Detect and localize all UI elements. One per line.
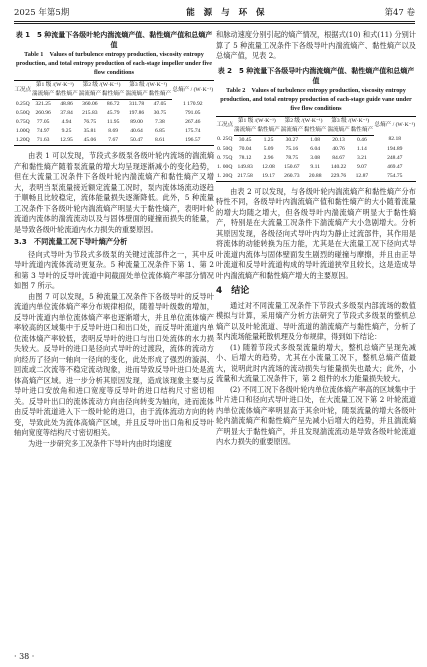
table-cell: 1.25 [263,136,274,143]
table1-stage-2: 第2 级 /(W·K⁻¹) [78,81,125,91]
left-paragraph-3: 由图 7 可以发现，5 种流量工况条件下各级导叶的反导叶流道内单位流体熵产率分布规律相似，随着导叶级数的增加，反导叶流道内单位流体熵产率也逐渐增大，并且单位流体熵产率较高的区域集中于反导叶进口和出口处，而反导叶流道内单位流体熵产率较低，表明反导叶的进口与出口处流体的水力损失较大。反导叶的进口是径向式导叶的过渡段，流体的流动方向经历了径向一轴向一径向的变化，此处形成了强烈的漩涡、回流或二次流等不稳定流动现象，进而导致反导叶进口处是流体高熵产区域。进一步分析其原因发现，造成该现象主要与反导叶进口安放角和进口宽度等反导叶的进口结构尺寸密切相关。反导叶出口的流体流动方向由径向转变为轴向，进而流体由反导叶流道进入下一级叶轮的进口，由于流体流动方向的转变，导致此处为流体高熵产区域，并且反导叶出口角和反导叶轴向宽度等结构尺寸密切相关。 [14,291,214,437]
table1-sub-turb: 湍流熵产 [32,90,55,100]
table-cell: 149.83 [237,163,253,170]
table-row [14,100,214,110]
left-paragraph-2: 径向式导叶为节段式多级泵的关键过流部件之一，其中反导叶流道内流体流动更复杂。5 种流量工况条件下第 1、第 2 和第 3 导叶的反导叶流道中间截面处单位流体熵产率部分情况如图 7 所示。 [14,249,214,290]
table2-caption-en: Table 2 Values of turbulence entropy production, viscosity entropy production, and total entropy production of each-stage guide vane under five flow conditions [220,86,412,112]
table-cell: 71.63 [32,136,55,146]
table2-caption-cn: 表 2 5 种流量下各级导叶内湍流熵产值、黏性熵产值和总熵产值 [217,66,415,85]
table2-sub-visc: 黏性熵产 [350,126,373,136]
table-cell: 40.64 [130,128,143,134]
table-cell: 86.72 [106,101,120,107]
table1-sub-turb: 湍流熵产 [125,90,148,100]
table-row [216,163,416,172]
table-cell: 4.94 [61,119,72,125]
table2-stage-2: 第2 级 /(W·K⁻¹) [280,116,327,126]
table-cell: 37.84 [60,110,73,116]
table-row [14,136,214,146]
table-cell: 30.75 [153,110,167,116]
table-cell: 1.14 [356,145,367,152]
table2-col-total: 总熵产 / (W·K⁻¹) [374,116,416,135]
right-paragraph-5: (2) 不同工况下各级叶轮内单位流体熵产率高的区域集中于叶片进口和径向式导叶进口处，在大流量工况下第 2 叶轮流道内单位流体熵产率明显高于其余叶轮，随泵流量的增大各级叶轮内湍流熵产和黏性熵产呈先减小后增大的趋势，并且湍流熵产明显大于黏性熵产，并且发现湍流流动是导致各级叶轮流道内水力损失的重要原因。 [216,384,416,446]
table2-col-condition: 工况点 [216,116,234,135]
table-row-label: 1. 20Q [216,172,234,182]
table-cell: 19.17 [257,172,280,182]
table-cell: 20.88 [304,172,327,182]
table1-col-total: 总熵产 / (W·K⁻¹) [172,81,214,100]
table1-col-condition: 工况点 [14,81,32,100]
table-row-label: 0. 75Q [217,154,233,161]
left-paragraph-1: 由表 1 可以发现，节段式多级泵各级叶轮内流场的湍流熵产和黏性熵产随着泵流量的增大均呈现逐渐减小的变化趋势，但在大流量工况条件下各级叶轮内湍流熵产和黏性熵产又增大，表明当泵流量接近额定流量工况时，泵内流体场流动逐趋于顺畅且比较稳定，流体能量损失逐渐降低。此外，5 种流量工况条件下各级叶轮内湍流熵产明显大于黏性熵产，表明叶轮流道内流体的湍流流动以及与固体壁面的碰撞而损失的能量，是导致各级叶轮流道内水力损失的重要原因。 [14,151,214,234]
table-cell: 754.75 [374,172,416,182]
journal-title: 能 源 与 环 保 [186,8,268,18]
table-cell: 40.76 [332,145,345,152]
table-row-label: 0. 50Q [217,145,233,152]
table-cell: 12.95 [55,136,78,146]
table1-sub-visc: 黏性熵产 [102,90,125,100]
table-cell: 30.45 [238,136,252,143]
header-rule [14,21,415,22]
section-4-heading: 4 结论 [216,286,250,296]
table-cell: 150.67 [284,163,300,170]
table-row [14,118,214,127]
table-cell: 78.12 [238,154,252,161]
table-row [216,154,416,163]
table-cell: 1.08 [310,136,321,143]
table-cell: 84.67 [332,154,345,161]
table-cell: 5.09 [263,145,274,152]
table-cell: 197.86 [128,110,145,116]
table-cell: 248.47 [387,154,403,161]
table-cell: 20.13 [332,136,345,143]
table1-sub-visc: 黏性熵产 [55,90,78,100]
table2-sub-turb: 湍流熵产 [234,126,257,136]
table-cell: 2.96 [263,154,274,161]
table-cell: 0.46 [356,136,367,143]
right-column [216,30,416,448]
section-3-3-heading: 3.3 不同流量工况下导叶熵产分析 [14,237,128,246]
table-cell: 50.47 [125,136,148,146]
table-row [14,109,214,118]
table-cell: 9.25 [61,128,72,134]
table-cell: 78.75 [285,154,299,161]
page-number: · 38 · [14,652,35,661]
table-cell: 217.58 [234,172,257,182]
table-cell: 6.85 [154,128,165,134]
table-cell: 30.27 [285,136,299,143]
table-cell: 260.96 [35,110,51,116]
header-rule-thin [14,23,415,24]
left-column [14,30,214,449]
table1-sub-turb: 湍流熵产 [78,90,101,100]
table-cell: 6.04 [310,145,321,152]
table-cell: 82.18 [388,136,402,143]
table-cell: 9.07 [356,163,367,170]
table-cell: 196.57 [172,136,214,146]
table1-stage-3: 第3 级 /(W·K⁻¹) [125,81,172,91]
table-cell: 175.74 [185,128,201,134]
table-cell: 311.78 [128,101,145,107]
table-row [216,135,416,145]
right-paragraph-2: 由表 2 可以发现，与各级叶轮内湍流熵产和黏性熵产分布特性不同，各级导叶内湍流熵产值和黏性熵产的大小随着流量的增大均随之增大，但各级导叶内湍流熵产明显大于黏性熵产，特别是在大流量工况条件下湍流熵产大小急剧增大。分析其原因发现，各级径向式导叶内均为静止过流部件，其作用是将流体的动能转换为压力能，尤其是在大流量工况下径向式导叶流道内流体与固体壁面发生剧烈的碰撞与摩擦，并且由正导叶流道和反导叶流道构成的导叶流道狭窄且较长，这是造成导叶内湍流熵产和黏性熵产增大的主要原因。 [216,186,416,280]
table-cell: 469.47 [387,163,403,170]
table1-body [14,100,214,146]
issue-label: 2025 年第5期 [14,8,70,18]
table1-caption-cn: 表 1 5 种流量下各级叶轮内湍流熵产值、黏性熵产值和总熵产值 [15,31,213,49]
table-cell: 3.21 [356,154,367,161]
table-cell: 12.87 [350,172,373,182]
table-cell: 9.11 [310,163,320,170]
table-row-label: 0. 25Q [217,136,233,143]
right-paragraph-1: 和脉动速度分别引起的熵产情况，根据式(10) 和式(11) 分别计算了 5 种流量工况条件下各级导叶内湍流熵产、黏性熵产以及总熵产值，见表 2。 [216,30,416,60]
table-cell: 140.22 [330,163,347,170]
table-row-label: 0.50Q [15,110,30,116]
table-cell: 194.89 [387,145,403,152]
table-cell: 45.79 [106,110,120,116]
table1-sub-visc: 黏性熵产 [148,90,171,100]
table2-sub-turb: 湍流熵产 [327,126,350,136]
table-cell: 8.61 [148,136,171,146]
table-row [216,172,416,182]
table-cell: 7.67 [102,136,125,146]
table1-caption-en: Table 1 Values of turbulence entropy production, viscosity entropy production, and total entropy production of each-stage impeller under five flow conditions [15,51,213,76]
table-cell: 74.97 [36,128,50,134]
table-cell: 1 170.92 [182,100,203,107]
table-cell: 3.08 [310,154,321,161]
table-row-label: 0.25Q [15,100,30,107]
table-cell: 89.00 [130,119,143,125]
table1-stage-1: 第1 级 /(W·K⁻¹) [32,81,79,91]
right-paragraph-3: 通过对不同流量工况条件下节段式多级泵内部流场的数值模拟与计算，采用熵产分析方法研究了节段式多级泵的整机总熵产以及叶轮流道、导叶流道的湍流熵产与黏性熵产，分析了泵内流场能量耗散机理及分布规律，得到如下结论： [216,300,416,341]
right-paragraph-4: (1) 随着节段式多级泵流量的增大，整机总熵产呈现先减小、后增大的趋势，尤其在小流量工况下，整机总熵产值最大，说明此时内流场的流动损失与能量损失也最大；此外，小流量和大流量工况条件下，第 2 组件的水力能量损失较大。 [216,342,416,383]
table-cell: 791.05 [185,110,201,116]
table2-sub-visc: 黏性熵产 [304,126,327,136]
table-cell: 70.04 [238,145,252,152]
table2-body [216,135,416,181]
table-cell: 321.25 [35,101,51,107]
running-header [14,4,415,20]
table-cell: 11.95 [107,119,120,125]
table-cell: 75.16 [285,145,299,152]
table1 [14,80,214,146]
table-cell: 35.81 [83,128,97,134]
table2-sub-visc: 黏性熵产 [257,126,280,136]
table-cell: 267.46 [185,119,201,125]
table-cell: 77.05 [36,119,50,125]
table-cell: 260.73 [280,172,303,182]
left-paragraph-4: 为进一步研究多工况条件下导叶内由时均速度 [28,438,172,448]
table-cell: 76.75 [83,119,97,125]
table-cell: 12.08 [262,163,275,170]
table2-sub-turb: 湍流熵产 [280,126,303,136]
table-cell: 47.05 [153,101,167,107]
table-cell: 229.76 [327,172,350,182]
table2-stage-3: 第3 级 /(W·K⁻¹) [327,116,374,126]
table-cell: 45.06 [78,136,101,146]
volume-label: 第47 卷 [384,8,415,18]
table-cell: 360.06 [82,101,98,107]
table-row-label: 0.75Q [15,119,30,125]
table-row [14,127,214,136]
table-row-label: 1. 00Q [217,163,233,170]
table-row-label: 1.20Q [14,136,32,146]
table-row-label: 1.00Q [15,128,30,134]
table-cell: 48.86 [60,101,73,107]
table-cell: 215.83 [82,110,98,116]
table-cell: 7.38 [154,119,165,125]
table2 [216,116,416,182]
table-row [216,145,416,154]
table2-stage-1: 第1 级 /(W·K⁻¹) [234,116,281,126]
table-cell: 8.69 [108,128,119,134]
